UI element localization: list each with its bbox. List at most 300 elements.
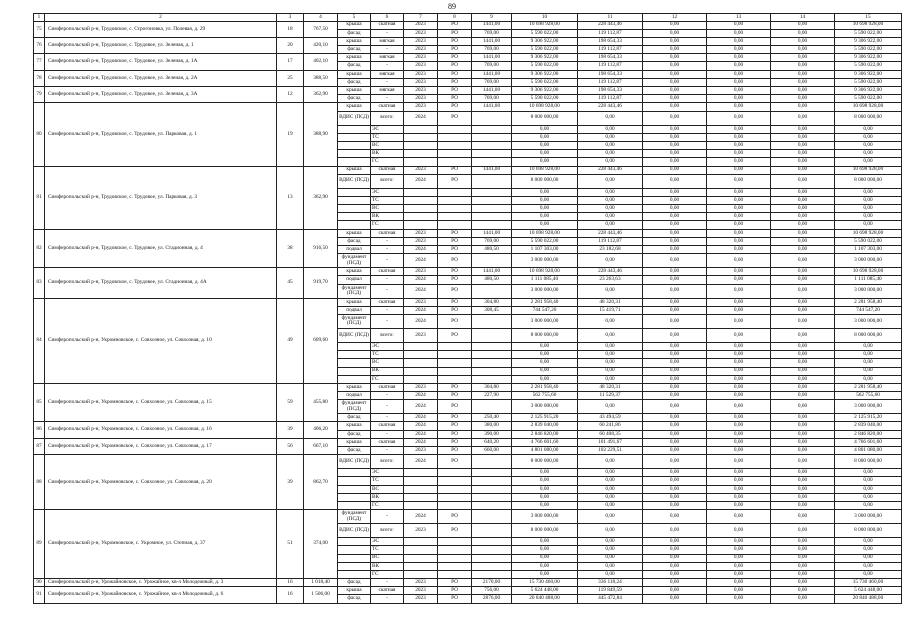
total-area-cell: 767,50	[304, 21, 338, 37]
value-cell: 11 529,37	[578, 392, 643, 400]
value-cell: 48 320,31	[578, 298, 643, 306]
work-subtype-cell: -	[371, 95, 404, 103]
table-row	[34, 579, 902, 587]
address-cell: Симферопольский р-н, Укромновское, с. Укромное, ул. Степная, д. 37	[45, 510, 277, 579]
value-cell: 43 494,59	[578, 414, 643, 422]
address-cell: Симферопольский р-н, Урожайновское, с. Урожайное, кв-л Молодежный, д. 6	[45, 587, 277, 603]
value-cell	[438, 562, 472, 570]
value-cell: 2024	[404, 284, 438, 298]
value-cell: РО	[438, 284, 472, 298]
value-cell: 0,00	[771, 158, 835, 166]
value-cell: 0,00	[707, 392, 771, 400]
value-cell: 0,00	[771, 351, 835, 359]
work-subtype-cell: ГС	[371, 570, 404, 578]
value-cell: 2023	[404, 62, 438, 70]
work-type-cell	[338, 367, 371, 375]
value-cell: 0,00	[643, 103, 707, 111]
value-cell	[404, 205, 438, 213]
value-cell	[472, 375, 512, 383]
value-cell: 10 698 928,00	[512, 229, 578, 237]
value-cell: 0,00	[771, 213, 835, 221]
value-cell	[404, 188, 438, 196]
value-cell: 9 306 922,00	[835, 87, 902, 95]
value-cell: 0,00	[512, 485, 578, 493]
value-cell: 1441,00	[472, 103, 512, 111]
value-cell: 0,00	[771, 314, 835, 328]
value-cell: 0,00	[578, 493, 643, 501]
work-type-cell	[338, 141, 371, 149]
value-cell: 0,00	[707, 29, 771, 37]
work-subtype-cell: -	[371, 254, 404, 268]
address-cell: Симферопольский р-н, Трудовское, с. Строгоновка, ул. Полевая, д. 29	[45, 21, 277, 37]
value-cell: 0,00	[835, 501, 902, 509]
value-cell: 0,00	[835, 554, 902, 562]
work-subtype-cell: -	[371, 46, 404, 54]
value-cell: 0,00	[771, 587, 835, 595]
value-cell: 8 000 000,00	[835, 524, 902, 538]
work-subtype-cell: ЭС	[371, 125, 404, 133]
value-cell: 8 000 000,00	[835, 174, 902, 188]
value-cell: 10 698 928,00	[835, 103, 902, 111]
value-cell: 0,00	[707, 37, 771, 45]
value-cell: 2023	[404, 95, 438, 103]
value-cell: 2024	[404, 430, 438, 438]
value-cell: 0,00	[643, 383, 707, 391]
value-cell: 0,00	[578, 213, 643, 221]
row-number-cell: 76	[34, 37, 45, 53]
work-type-cell: крыша	[338, 21, 371, 29]
value-cell: 2024	[404, 414, 438, 422]
value-cell: 0,00	[643, 538, 707, 546]
value-cell: 640,20	[472, 438, 512, 446]
value-cell: 0,00	[835, 367, 902, 375]
row-number-cell: 78	[34, 70, 45, 86]
column-number-cell: 9	[472, 14, 512, 22]
value-cell: 10 698 928,00	[835, 268, 902, 276]
value-cell: 0,00	[707, 306, 771, 314]
work-type-cell	[338, 221, 371, 229]
value-cell: 0,00	[578, 342, 643, 350]
total-area-cell: 667,10	[304, 438, 338, 454]
value-cell: 0,00	[707, 400, 771, 414]
value-cell: 0,00	[578, 400, 643, 414]
value-cell: 3 000 000,00	[512, 284, 578, 298]
value-cell: 0,00	[707, 562, 771, 570]
work-type-cell: фасад	[338, 78, 371, 86]
address-cell: Симферопольский р-н, Трудовское, с. Трудовое, ул. Парковая, д. 3	[45, 166, 277, 229]
table-row	[34, 455, 902, 469]
work-type-cell: фундамент (ПСД)	[338, 314, 371, 328]
value-cell: 0,00	[512, 501, 578, 509]
value-cell: 119 112,87	[578, 62, 643, 70]
value-cell: 1441,00	[472, 70, 512, 78]
work-subtype-cell: всего:	[371, 524, 404, 538]
value-cell	[472, 174, 512, 188]
value-cell: 2 281 958,40	[512, 383, 578, 391]
work-subtype-cell: мягкая	[371, 37, 404, 45]
value-cell: 0,00	[512, 493, 578, 501]
work-subtype-cell: -	[371, 314, 404, 328]
value-cell: 0,00	[771, 538, 835, 546]
value-cell: 0,00	[835, 158, 902, 166]
value-cell: 198 654,33	[578, 54, 643, 62]
value-cell: 198 654,33	[578, 37, 643, 45]
value-cell: 0,00	[578, 477, 643, 485]
work-type-cell	[338, 205, 371, 213]
value-cell	[438, 485, 472, 493]
work-type-cell: фасад	[338, 62, 371, 70]
value-cell: РО	[438, 29, 472, 37]
value-cell: 0,00	[771, 510, 835, 524]
value-cell: 0,00	[707, 268, 771, 276]
value-cell: 10 698 928,00	[835, 21, 902, 29]
value-cell: 0,00	[643, 229, 707, 237]
work-type-cell: ВДИС (ПСД)	[338, 328, 371, 342]
value-cell	[438, 546, 472, 554]
value-cell: 0,00	[707, 455, 771, 469]
value-cell: 0,00	[771, 46, 835, 54]
value-cell: 119 112,87	[578, 78, 643, 86]
value-cell: 0,00	[578, 546, 643, 554]
value-cell: 227,90	[472, 392, 512, 400]
row-number-cell: 79	[34, 87, 45, 103]
work-subtype-cell: -	[371, 510, 404, 524]
value-cell: 0,00	[707, 422, 771, 430]
value-cell: 744 547,20	[512, 306, 578, 314]
row-number-cell: 77	[34, 54, 45, 70]
column-number-cell: 8	[438, 14, 472, 22]
value-cell: 0,00	[771, 469, 835, 477]
value-cell: РО	[438, 328, 472, 342]
value-cell: 0,00	[707, 501, 771, 509]
value-cell: 2024	[404, 392, 438, 400]
value-cell: 0,00	[643, 430, 707, 438]
value-cell: 2024	[404, 111, 438, 125]
value-cell: РО	[438, 62, 472, 70]
apartments-count-cell: 25	[277, 70, 304, 86]
value-cell: 0,00	[707, 254, 771, 268]
value-cell: 2023	[404, 54, 438, 62]
work-type-cell: фасад	[338, 95, 371, 103]
value-cell: 0,00	[512, 188, 578, 196]
address-cell: Симферопольский р-н, Укромновское, с. Совхозное, ул. Совхозная, д. 15	[45, 383, 277, 422]
work-subtype-cell: -	[371, 29, 404, 37]
value-cell: 769,00	[472, 95, 512, 103]
value-cell: 9 306 922,00	[512, 37, 578, 45]
work-subtype-cell: ТС	[371, 133, 404, 141]
value-cell	[472, 570, 512, 578]
column-number-cell: 15	[835, 14, 902, 22]
apartments-count-cell: 49	[277, 298, 304, 383]
value-cell: 0,00	[643, 150, 707, 158]
address-cell: Симферопольский р-н, Трудовское, с. Трудовое, ул. Зеленая, д. 1А	[45, 54, 277, 70]
value-cell	[472, 524, 512, 538]
apartments-count-cell: 51	[277, 510, 304, 579]
address-cell: Симферопольский р-н, Трудовское, с. Трудовое, ул. Зеленая, д. 3А	[45, 87, 277, 103]
value-cell: 0,00	[578, 328, 643, 342]
value-cell: 0,00	[512, 538, 578, 546]
value-cell	[472, 485, 512, 493]
value-cell: 2023	[404, 166, 438, 174]
work-type-cell: фундамент (ПСД)	[338, 284, 371, 298]
value-cell: 0,00	[835, 221, 902, 229]
value-cell: 0,00	[771, 579, 835, 587]
value-cell: 1441,00	[472, 229, 512, 237]
value-cell: 5 590 022,00	[512, 78, 578, 86]
value-cell: 0,00	[835, 150, 902, 158]
value-cell	[472, 284, 512, 298]
value-cell: 0,00	[643, 554, 707, 562]
value-cell: РО	[438, 111, 472, 125]
value-cell: 0,00	[643, 351, 707, 359]
address-cell: Симферопольский р-н, Укромновское, с. Совхозное, ул. Совхозная, д. 16	[45, 422, 277, 438]
value-cell: 0,00	[771, 562, 835, 570]
value-cell: 5 590 022,00	[835, 237, 902, 245]
value-cell	[438, 375, 472, 383]
column-number-cell: 12	[643, 14, 707, 22]
value-cell: 0,00	[643, 174, 707, 188]
value-cell: 0,00	[578, 221, 643, 229]
value-cell: 0,00	[643, 268, 707, 276]
value-cell: 0,00	[835, 538, 902, 546]
value-cell: 0,00	[643, 375, 707, 383]
value-cell: 0,00	[578, 562, 643, 570]
value-cell: 0,00	[707, 298, 771, 306]
value-cell: 0,00	[835, 133, 902, 141]
value-cell	[472, 221, 512, 229]
value-cell: 769,00	[472, 78, 512, 86]
value-cell: 0,00	[643, 87, 707, 95]
value-cell: 2023	[404, 298, 438, 306]
value-cell: 5 590 022,00	[835, 95, 902, 103]
table-row	[34, 383, 902, 391]
value-cell: 0,00	[707, 447, 771, 455]
value-cell: 0,00	[512, 125, 578, 133]
value-cell: 0,00	[643, 166, 707, 174]
work-type-cell	[338, 133, 371, 141]
value-cell: 15 730 460,00	[835, 579, 902, 587]
table-row	[34, 166, 902, 174]
value-cell: 0,00	[512, 367, 578, 375]
table-row	[34, 587, 902, 595]
value-cell: 0,00	[771, 125, 835, 133]
value-cell: 0,00	[512, 351, 578, 359]
value-cell	[472, 554, 512, 562]
work-type-cell	[338, 501, 371, 509]
work-subtype-cell: скатная	[371, 21, 404, 29]
work-subtype-cell: всего:	[371, 455, 404, 469]
total-area-cell: 862,70	[304, 455, 338, 510]
value-cell: 0,00	[643, 37, 707, 45]
value-cell: 0,00	[643, 188, 707, 196]
work-type-cell: фасад	[338, 447, 371, 455]
value-cell: 0,00	[707, 375, 771, 383]
value-cell: 2023	[404, 524, 438, 538]
work-subtype-cell: ВС	[371, 485, 404, 493]
value-cell: РО	[438, 422, 472, 430]
value-cell: 0,00	[771, 276, 835, 284]
value-cell	[438, 133, 472, 141]
value-cell: 2023	[404, 70, 438, 78]
value-cell: 0,00	[835, 485, 902, 493]
row-number-cell: 83	[34, 268, 45, 298]
work-type-cell: фасад	[338, 579, 371, 587]
value-cell: 0,00	[707, 196, 771, 204]
value-cell: 2023	[404, 237, 438, 245]
work-subtype-cell: ЭС	[371, 469, 404, 477]
value-cell: 2023	[404, 328, 438, 342]
value-cell: 0,00	[643, 579, 707, 587]
address-cell: Симферопольский р-н, Трудовское, с. Трудовое, ул. Стадионная, д. 4А	[45, 268, 277, 298]
value-cell: 0,00	[643, 414, 707, 422]
value-cell: 2 281 958,40	[835, 298, 902, 306]
work-subtype-cell: -	[371, 414, 404, 422]
value-cell: 0,00	[707, 158, 771, 166]
value-cell: 5 624 448,00	[835, 587, 902, 595]
work-type-cell	[338, 493, 371, 501]
value-cell: 0,00	[707, 213, 771, 221]
value-cell	[404, 485, 438, 493]
value-cell: 0,00	[643, 246, 707, 254]
value-cell: 0,00	[771, 70, 835, 78]
value-cell: 0,00	[643, 196, 707, 204]
value-cell	[472, 455, 512, 469]
value-cell: 2023	[404, 21, 438, 29]
value-cell: 0,00	[578, 314, 643, 328]
value-cell: 0,00	[707, 276, 771, 284]
address-cell: Симферопольский р-н, Укромновское, с. Совхозное, ул. Совхозная, д. 20	[45, 455, 277, 510]
value-cell	[404, 562, 438, 570]
value-cell: 2024	[404, 400, 438, 414]
value-cell: 0,00	[707, 125, 771, 133]
value-cell: 2023	[404, 78, 438, 86]
column-number-cell: 6	[371, 14, 404, 22]
work-subtype-cell: ВК	[371, 367, 404, 375]
value-cell: РО	[438, 430, 472, 438]
value-cell: РО	[438, 21, 472, 29]
value-cell: 0,00	[512, 158, 578, 166]
value-cell	[438, 359, 472, 367]
value-cell	[404, 141, 438, 149]
value-cell: 2023	[404, 229, 438, 237]
value-cell: 0,00	[643, 46, 707, 54]
value-cell: 0,00	[771, 400, 835, 414]
apartments-count-cell: 59	[277, 383, 304, 422]
value-cell: 2024	[404, 254, 438, 268]
value-cell	[438, 477, 472, 485]
value-cell: 0,00	[707, 221, 771, 229]
value-cell: 0,00	[578, 469, 643, 477]
value-cell: 0,00	[707, 103, 771, 111]
value-cell: 2170,00	[472, 579, 512, 587]
row-number-cell: 86	[34, 422, 45, 438]
value-cell	[404, 469, 438, 477]
work-subtype-cell: ГС	[371, 158, 404, 166]
value-cell: 0,00	[771, 438, 835, 446]
value-cell: 9 306 922,00	[835, 70, 902, 78]
value-cell: 4 766 601,60	[512, 438, 578, 446]
value-cell	[472, 367, 512, 375]
apartments-count-cell: 13	[277, 166, 304, 229]
capital-repair-table	[33, 13, 902, 604]
value-cell: 0,00	[578, 554, 643, 562]
value-cell: РО	[438, 70, 472, 78]
column-number-cell: 4	[304, 14, 338, 22]
value-cell: 0,00	[643, 298, 707, 306]
work-subtype-cell: ВК	[371, 150, 404, 158]
value-cell: 660,00	[472, 447, 512, 455]
value-cell	[472, 314, 512, 328]
address-cell: Симферопольский р-н, Трудовское, с. Трудовое, ул. Зеленая, д. 1	[45, 37, 277, 53]
value-cell: 2 125 915,20	[835, 414, 902, 422]
value-cell: 0,00	[643, 367, 707, 375]
value-cell: 0,00	[578, 375, 643, 383]
work-type-cell	[338, 554, 371, 562]
value-cell: 0,00	[512, 562, 578, 570]
value-cell	[472, 158, 512, 166]
work-type-cell: подвал	[338, 246, 371, 254]
total-area-cell: 420,10	[304, 37, 338, 53]
value-cell: 0,00	[707, 469, 771, 477]
value-cell: 3 000 000,00	[512, 510, 578, 524]
value-cell	[472, 493, 512, 501]
work-type-cell: крыша	[338, 422, 371, 430]
value-cell: 1 107 303,00	[835, 246, 902, 254]
value-cell: 9 306 922,00	[835, 54, 902, 62]
value-cell: 2023	[404, 37, 438, 45]
value-cell: 0,00	[643, 501, 707, 509]
value-cell: 0,00	[771, 447, 835, 455]
value-cell: 1 111 085,40	[835, 276, 902, 284]
value-cell	[472, 328, 512, 342]
value-cell: 0,00	[771, 570, 835, 578]
value-cell: 2024	[404, 422, 438, 430]
work-type-cell	[338, 375, 371, 383]
apartments-count-cell: 17	[277, 54, 304, 70]
value-cell: 0,00	[707, 438, 771, 446]
value-cell: РО	[438, 174, 472, 188]
value-cell: 0,00	[578, 351, 643, 359]
value-cell: 119 112,87	[578, 95, 643, 103]
value-cell	[472, 400, 512, 414]
value-cell: 119 112,87	[578, 46, 643, 54]
value-cell: 769,00	[472, 46, 512, 54]
work-type-cell: крыша	[338, 268, 371, 276]
work-type-cell: крыша	[338, 70, 371, 78]
value-cell: 2023	[404, 447, 438, 455]
value-cell: 0,00	[707, 87, 771, 95]
value-cell: 2024	[404, 246, 438, 254]
value-cell: 0,00	[771, 95, 835, 103]
value-cell: 0,00	[835, 570, 902, 578]
work-subtype-cell: скатная	[371, 229, 404, 237]
value-cell: 0,00	[771, 246, 835, 254]
value-cell: 0,00	[578, 125, 643, 133]
value-cell	[404, 493, 438, 501]
value-cell: 0,00	[643, 422, 707, 430]
table-row	[34, 54, 902, 62]
value-cell: РО	[438, 438, 472, 446]
work-subtype-cell: мягкая	[371, 87, 404, 95]
value-cell: 0,00	[771, 141, 835, 149]
row-number-cell: 80	[34, 103, 45, 166]
work-type-cell: крыша	[338, 166, 371, 174]
value-cell: 0,00	[707, 246, 771, 254]
value-cell: 0,00	[771, 430, 835, 438]
work-subtype-cell: ЭС	[371, 342, 404, 350]
column-number-cell: 5	[338, 14, 371, 22]
apartments-count-cell: 12	[277, 87, 304, 103]
